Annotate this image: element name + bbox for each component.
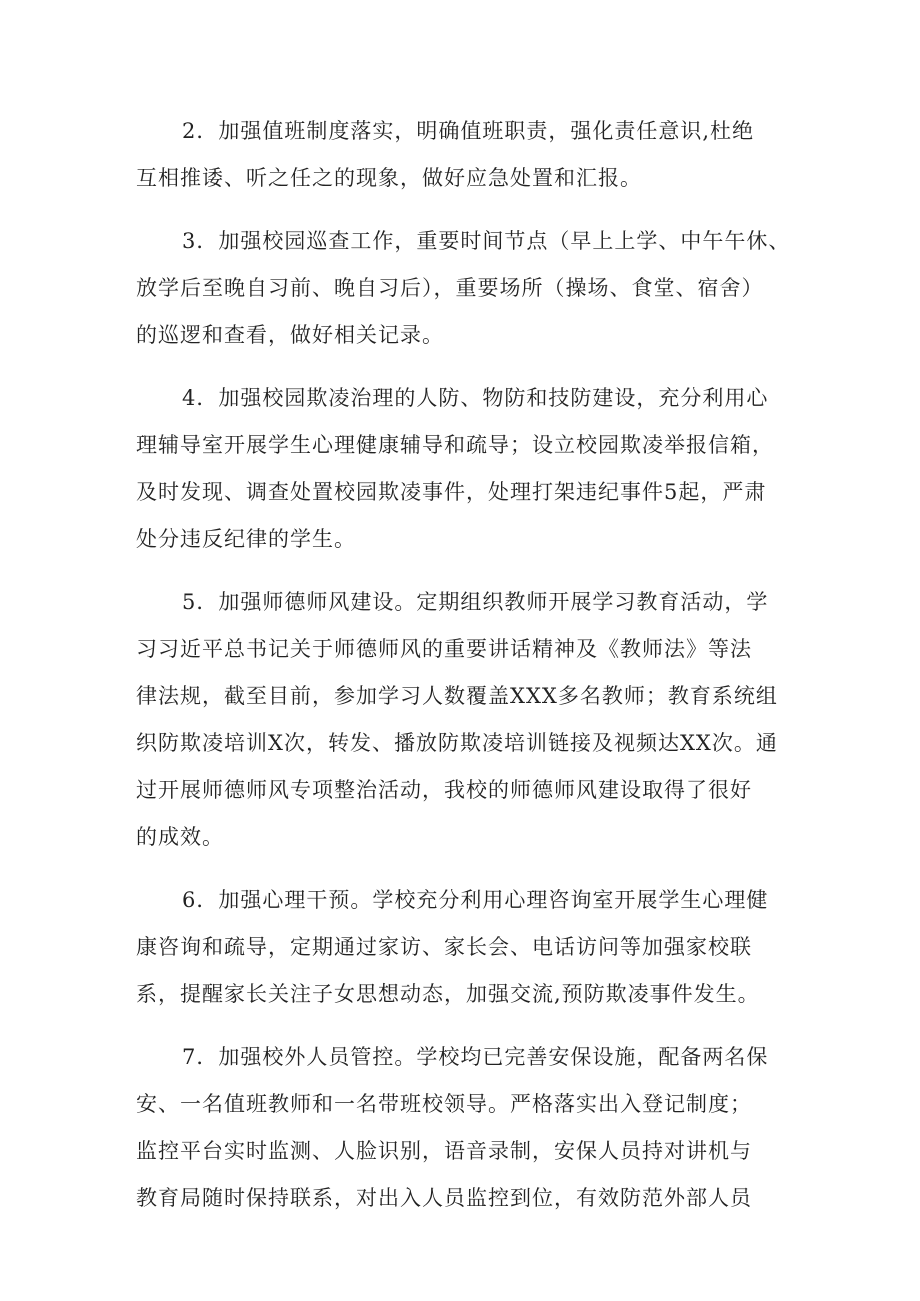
paragraph-item-7 [136,1034,796,1222]
paragraph-line: 织防欺凌培训X次，转发、播放防欺凌培训链接及视频达XX次。通 [136,731,778,755]
paragraph-line: 的巡逻和查看，做好相关记录。 [136,323,444,347]
paragraph-line: 2．加强值班制度落实，明确值班职责，强化责任意识,杜绝 [182,119,755,143]
paragraph-line: 7．加强校外人员管控。学校均已完善安保设施，配备两名保 [182,1045,769,1069]
paragraph-line: 过开展师德师风专项整治活动，我校的师德师风建设取得了很好 [136,778,752,802]
paragraph-line: 安、一名值班教师和一名带班校领导。严格落实出入登记制度； [136,1092,752,1116]
paragraph-line: 康咨询和疏导，定期通过家访、家长会、电话访问等加强家校联 [136,935,752,959]
paragraph-line: 的成效。 [136,825,224,849]
paragraph-line: 及时发现、调查处置校园欺凌事件，处理打架违纪事件5起，严肃 [136,480,767,504]
paragraph-item-3 [136,218,796,359]
paragraph-line: 互相推诿、听之任之的现象，做好应急处置和汇报。 [136,166,642,190]
paragraph-line: 6．加强心理干预。学校充分利用心理咨询室开展学生心理健 [182,888,769,912]
paragraph-line: 放学后至晚自习前、晚自习后），重要场所（操场、食堂、宿舍） [136,276,764,300]
paragraph-item-2 [136,108,796,202]
paragraph-line: 监控平台实时监测、人脸识别，语音录制，安保人员持对讲机与 [136,1139,752,1163]
paragraph-line: 教育局随时保持联系，对出入人员监控到位，有效防范外部人员 [136,1186,752,1210]
paragraph-line: 习习近平总书记关于师德师风的重要讲话精神及《教师法》等法 [136,637,752,661]
paragraph-item-5 [136,579,796,861]
paragraph-item-6 [136,877,796,1018]
paragraph-line: 3．加强校园巡查工作，重要时间节点（早上上学、中午午休、 [182,229,791,253]
paragraph-line: 处分违反纪律的学生。 [136,527,356,551]
paragraph-line: 理辅导室开展学生心理健康辅导和疏导；设立校园欺凌举报信箱， [136,433,774,457]
paragraph-line: 系，提醒家长关注子女思想动态，加强交流,预防欺凌事件发生。 [136,982,760,1006]
paragraph-line: 5．加强师德师风建设。定期组织教师开展学习教育活动，学 [182,590,769,614]
paragraph-line: 4．加强校园欺凌治理的人防、物防和技防建设，充分利用心 [182,386,769,410]
document-body [136,108,796,1238]
paragraph-line: 律法规，截至目前，参加学习人数覆盖XXX多名教师；教育系统组 [136,684,778,708]
paragraph-item-4 [136,375,796,563]
